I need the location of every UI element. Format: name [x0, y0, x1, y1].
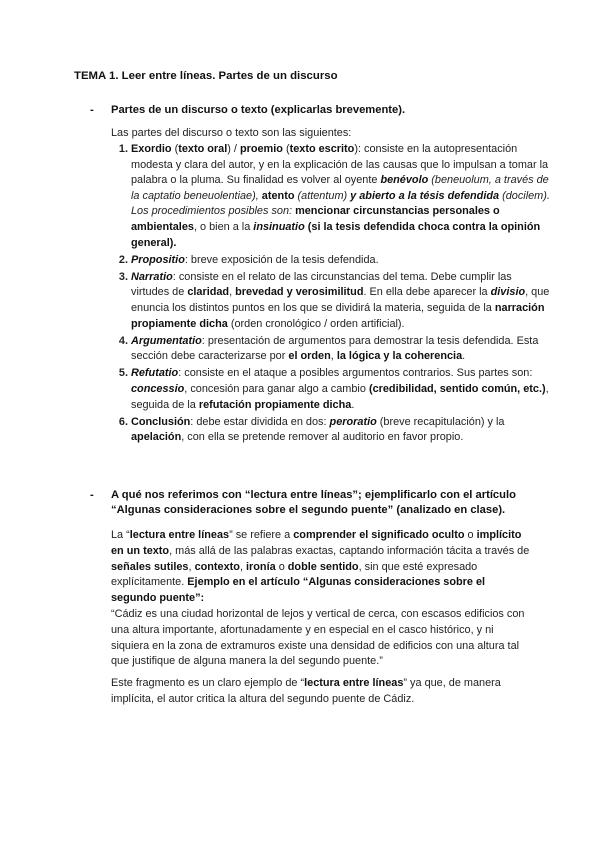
section2-paragraph: La “lectura entre líneas” se refiere a comprender el significado oculto o implícito en un texto, más allá de las palabras exactas, captando información tácita a través de señales sutiles, contexto, ironía o doble sentido, sin que esté expresado explícitamente. Ejemplo en el artículo “Algunas consideraciones sobre el segundo puente”: “Cádiz es una ciudad horizontal de lejos y vertical de cerca, con escasos edificios con una altura importante, afortunadamente y en especial en el casco histórico, y ni siquiera en la zona de extramuros existe una densidad de edificios con una altura tal que justifique de alguna manera la del segundo puente.”	[111, 528, 531, 670]
page-title: TEMA 1. Leer entre líneas. Partes de un discurso	[74, 70, 338, 82]
section2-heading: A qué nos referimos con “lectura entre líneas”; ejemplificarlo con el artículo “Algunas consideraciones sobre el segundo puente” (analizado en clase).	[111, 489, 516, 516]
list-item-conclusion: 6. Conclusión: debe estar dividida en dos: peroratio (breve recapitulación) y la apelación, con ella se pretende remover al auditorio en favor propio.	[131, 415, 551, 446]
list-item-propositio: 2. Propositio: breve exposición de la tesis defendida.	[131, 253, 551, 269]
list-item-exordio: 1. Exordio (texto oral) / proemio (texto escrito): consiste en la autopresentación modesta y clara del autor, y en la explicación de las causas que lo impulsan a tomar la palabra o la pluma. Su finalidad es volver al oyente benévolo (beneuolum, a través de la captatio beneuolentiae), atento (attentum) y abierto a la tésis defendida (docilem). Los procedimientos posibles son: mencionar circunstancias personales o ambientales, o bien a la insinuatio (si la tesis defendida choca contra la opinión general).	[131, 142, 551, 251]
list-item-refutatio: 5. Refutatio: consiste en el ataque a posibles argumentos contrarios. Sus partes son: concessio, concesión para ganar algo a cambio (credibilidad, sentido común, etc.), seguida de la refutación propiamente dicha.	[131, 366, 551, 413]
section1-intro: Las partes del discurso o texto son las siguientes:	[111, 127, 352, 139]
section1-bullet: -	[90, 104, 94, 116]
article-quote: “Cádiz es una ciudad horizontal de lejos y vertical de cerca, con escasos edificios con una altura importante, afortunadamente y en especial en el casco histórico, y ni siquiera en la zona de extramuros existe una densidad de edificios con una altura tal que justifique de alguna manera la del segundo puente.”	[111, 607, 525, 668]
parts-list	[111, 142, 551, 447]
section2-bullet: -	[90, 489, 94, 501]
list-item-narratio: 3. Narratio: consiste en el relato de las circunstancias del tema. Debe cumplir las virtudes de claridad, brevedad y verosimilitud. En ella debe aparecer la divisio, que enuncia los distintos puntos en los que se dividirá la materia, seguida de la narración propiamente dicha (orden cronológico / orden artificial).	[131, 270, 551, 332]
section2-conclusion-paragraph: Este fragmento es un claro ejemplo de “lectura entre líneas” ya que, de manera implícita, el autor critica la altura del segundo puente de Cádiz.	[111, 677, 501, 705]
section1-heading: Partes de un discurso o texto (explicarlas brevemente).	[111, 104, 406, 116]
list-item-argumentatio: 4. Argumentatio: presentación de argumentos para demostrar la tesis defendida. Esta sección debe caracterizarse por el orden, la lógica y la coherencia.	[131, 334, 551, 365]
